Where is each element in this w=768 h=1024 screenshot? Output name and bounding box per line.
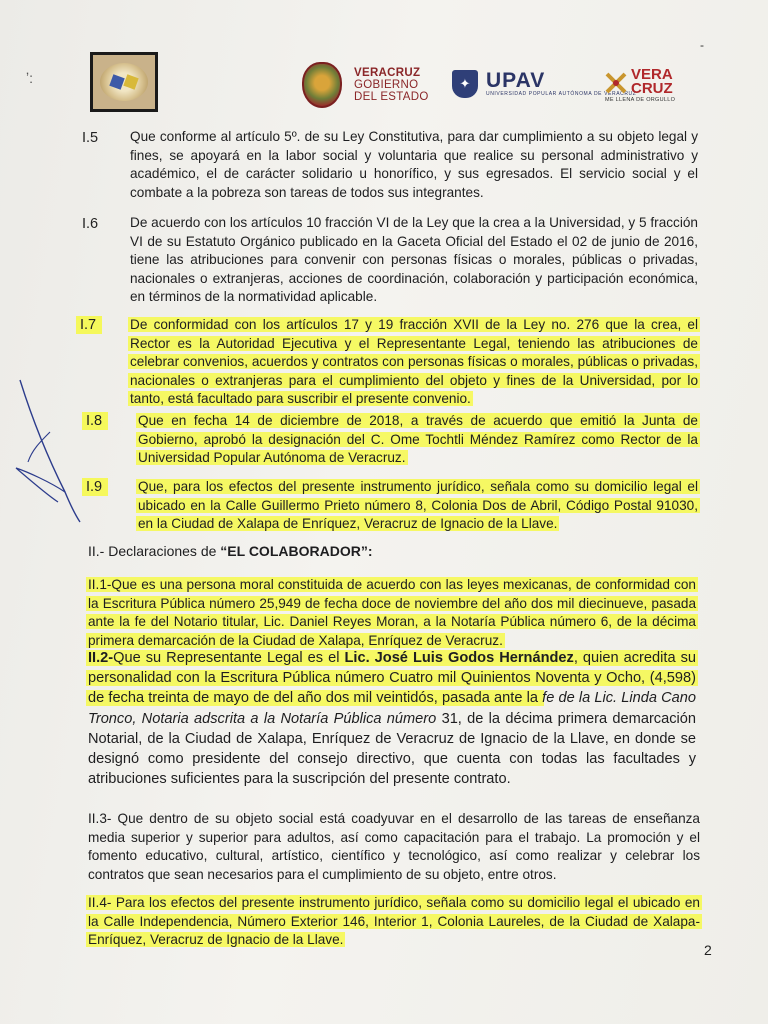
veracruz-shield-icon xyxy=(302,62,342,108)
margin-mark: ʼ: xyxy=(26,70,33,86)
veracruz-brand-x-icon xyxy=(605,72,625,92)
upav-shield-icon: ✦ xyxy=(452,70,478,98)
declaration-number: II.4- xyxy=(88,895,112,910)
veracruz-line2: GOBIERNO xyxy=(354,79,419,91)
declaration-number: II.1- xyxy=(88,577,112,592)
declaration-number: I.7 xyxy=(76,316,102,334)
section-ii-prefix: II.- Declaraciones de xyxy=(88,543,221,559)
declaration-number: I.8 xyxy=(82,412,108,430)
declaration-number: II.2- xyxy=(88,650,114,666)
declaration-text: Que dentro de su objeto social está coadyuvar en el desarrollo de las tareas de enseñanza media superior y superior para adultos, así como capacitación para el trabajo. La promoción y el fomento educativo, cultural, artístico, científico y tecnológico, así como realizar y celebrar los contratos que sean necesarios para el cumplimiento de su objeto, entre otros. xyxy=(88,811,700,882)
veracruz-line1: VERACRUZ xyxy=(354,67,421,79)
declaration-text-part: , quien acredita su personalidad con la Escritura Pública número Cuatro mil Quinientos Noventa y Ocho, (4,598) de fecha treinta de mayo de del año dos mil veintidós, pasada ante la xyxy=(88,650,696,707)
veracruz-brand-line1: VERA xyxy=(631,66,673,83)
declaration-number: I.6 xyxy=(82,216,99,232)
seal-logo xyxy=(90,52,158,112)
veracruz-brand-line2: CRUZ xyxy=(631,80,673,97)
representative-name: Lic. José Luis Godos Hernández xyxy=(344,650,574,666)
upav-subtitle: UNIVERSIDAD POPULAR AUTÓNOMA DE VERACRUZ xyxy=(486,91,637,97)
header-logos xyxy=(0,48,768,118)
veracruz-government-text xyxy=(354,67,429,103)
declaration-number: II.3- xyxy=(88,811,112,826)
declaration-number: I.9 xyxy=(82,478,108,496)
declaration-text: Que es una persona moral constituida de acuerdo con las leyes mexicanas, de conformidad con la Escritura Pública número 25,949 de fecha doce de noviembre del año dos mil diecinueve, pasada ante la fe del Notario titular, Lic. Daniel Reyes Moran, a la Notaría Pública número 6, de la décima primera demarcación de la Ciudad de Xalapa, Enríquez de Veracruz. xyxy=(88,577,696,648)
section-ii-heading xyxy=(88,543,372,559)
corner-mark-dash: - xyxy=(700,38,704,52)
veracruz-brand-logo xyxy=(605,68,679,103)
declaration-text-part: 31, de la décima primera demarcación Notarial, de la Ciudad de Xalapa, Enríquez de Veracruz de Ignacio de la Llave, en donde se designó como presidente del consejo directivo, que cuenta con todas las facultades y atribuciones suficientes para la suscripción del presente contrato. xyxy=(88,710,696,788)
upav-name: UPAV xyxy=(486,69,546,92)
declaration-text: Que conforme al artículo 5º. de su Ley Constitutiva, para dar cumplimiento a su objeto legal y fines, se apoyará en la labor social y voluntaria que realice su personal administrativo y académico, el de carácter solidario u honorífico, y sus egresados. El servicio social y el combate a la pobreza son tareas de todos sus integrantes. xyxy=(130,129,698,200)
declaration-number: I.5 xyxy=(82,130,99,146)
page-number: 2 xyxy=(704,942,712,958)
declaration-text: Para los efectos del presente instrumento jurídico, señala como su domicilio legal el ubicado en la Calle Independencia, Número Exterior 146, Interior 1, Colonia Laureles, de la Ciudad de Xalapa-Enríquez, Veracruz de Ignacio de la Llave. xyxy=(88,895,700,948)
veracruz-government-logo xyxy=(302,62,429,108)
declaration-text: Que, para los efectos del presente instrumento jurídico, señala como su domicilio legal el ubicado en la Calle Guillermo Prieto número 8, Colonia Dos de Abril, Código Postal 91030, en la Ciudad de Xalapa de Enríquez, Veracruz de Ignacio de la Llave. xyxy=(138,479,698,532)
declaration-text: De acuerdo con los artículos 10 fracción VI de la Ley que la crea a la Universidad, y 5 fracción VI de su Estatuto Orgánico publicado en la Gaceta Oficial del Estado el 02 de junio de 2016, tiene las atribuciones para convenir con personas físicas o morales, públicas o privadas, nacionales o extranjeras, acciones de coordinación, colaboración y participación económica, en términos de la normatividad aplicable. xyxy=(130,215,698,305)
declaration-text-italic: fe de la Lic. Linda Cano Tronco, Notaria adscrita a la Notaría Pública número xyxy=(88,690,696,727)
declaration-text: De conformidad con los artículos 17 y 19 fracción XVII de la Ley no. 276 que la crea, el Rector es la Autoridad Ejecutiva y el Representante Legal, teniendo las atribuciones de celebrar convenios, acuerdos y contratos con personas físicas o morales, públicas o privadas, nacionales o extranjeras para el cumplimiento del objeto y fines de la Universidad, por lo tanto, está facultado para suscribir el presente convenio. xyxy=(130,317,698,407)
veracruz-line3: DEL ESTADO xyxy=(354,91,429,103)
seal-emblem-icon xyxy=(100,63,148,101)
veracruz-brand-tagline: ME LLENA DE ORGULLO xyxy=(605,97,676,103)
handwritten-signature xyxy=(10,372,100,532)
declaration-text: Que en fecha 14 de diciembre de 2018, a través de acuerdo que emitió la Junta de Gobierno, aprobó la designación del C. Ome Tochtli Méndez Ramírez como Rector de la Universidad Popular Autónoma de Veracruz. xyxy=(138,413,698,466)
declaration-text-part: Que su Representante Legal es el xyxy=(113,650,345,666)
section-ii-name: “EL COLABORADOR”: xyxy=(220,543,373,559)
